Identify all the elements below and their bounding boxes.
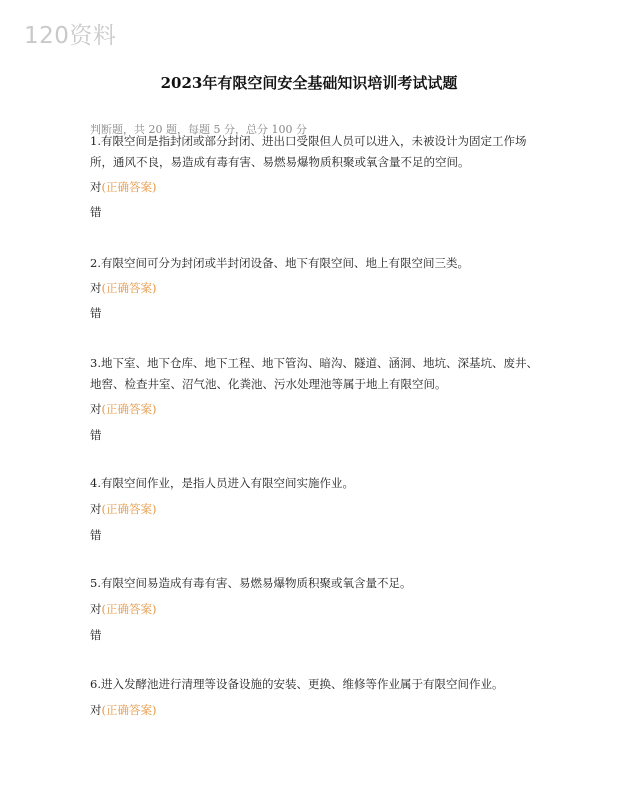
exam-info: 判断题，共 20 题，每题 5 分，总分 100 分	[90, 123, 307, 136]
option-true[interactable]	[90, 280, 156, 296]
option-label: 错	[90, 205, 102, 219]
option-label: 对	[90, 703, 102, 717]
option-true[interactable]	[90, 401, 156, 417]
option-false[interactable]	[90, 427, 102, 443]
question-6	[90, 674, 540, 717]
question-text: 2.有限空间可分为封闭或半封闭设备、地下有限空间、地上有限空间三类。	[90, 256, 469, 270]
correct-answer-tag: (正确答案)	[101, 602, 157, 616]
question-3	[90, 353, 540, 442]
option-label: 对	[90, 281, 102, 295]
option-label: 错	[90, 428, 102, 442]
question-4	[90, 473, 540, 542]
question-2	[90, 253, 540, 320]
option-label: 对	[90, 180, 102, 194]
option-true[interactable]	[90, 702, 156, 718]
option-label: 对	[90, 502, 102, 516]
question-text: 1.有限空间是指封闭或部分封闭、进出口受限但人员可以进入，未被设计为固定工作场所，通风不良，易造成有毒有害、易燃易爆物质积聚或氧含量不足的空间。	[90, 134, 527, 169]
option-false[interactable]	[90, 305, 102, 321]
option-false[interactable]	[90, 627, 102, 643]
page-title: 2023年有限空间安全基础知识培训考试试题	[160, 74, 458, 92]
watermark: 120资料	[24, 23, 117, 49]
option-label: 对	[90, 402, 102, 416]
option-true[interactable]	[90, 601, 156, 617]
correct-answer-tag: (正确答案)	[101, 281, 157, 295]
question-5	[90, 573, 540, 642]
correct-answer-tag: (正确答案)	[101, 402, 157, 416]
correct-answer-tag: (正确答案)	[101, 502, 157, 516]
option-true[interactable]	[90, 179, 156, 195]
option-label: 错	[90, 528, 102, 542]
option-false[interactable]	[90, 204, 102, 220]
question-1	[90, 131, 540, 219]
correct-answer-tag: (正确答案)	[101, 703, 157, 717]
question-text: 6.进入发酵池进行清理等设备设施的安装、更换、维修等作业属于有限空间作业。	[90, 677, 504, 691]
correct-answer-tag: (正确答案)	[101, 180, 157, 194]
option-false[interactable]	[90, 527, 102, 543]
question-text: 5.有限空间易造成有毒有害、易燃易爆物质积聚或氧含量不足。	[90, 576, 412, 590]
question-text: 4.有限空间作业，是指人员进入有限空间实施作业。	[90, 476, 354, 490]
option-true[interactable]	[90, 501, 156, 517]
question-text: 3.地下室、地下仓库、地下工程、地下管沟、暗沟、隧道、涵洞、地坑、深基坑、废井、地窖、检查井室、沼气池、化粪池、污水处理池等属于地上有限空间。	[90, 356, 538, 391]
option-label: 错	[90, 628, 102, 642]
option-label: 错	[90, 306, 102, 320]
option-label: 对	[90, 602, 102, 616]
